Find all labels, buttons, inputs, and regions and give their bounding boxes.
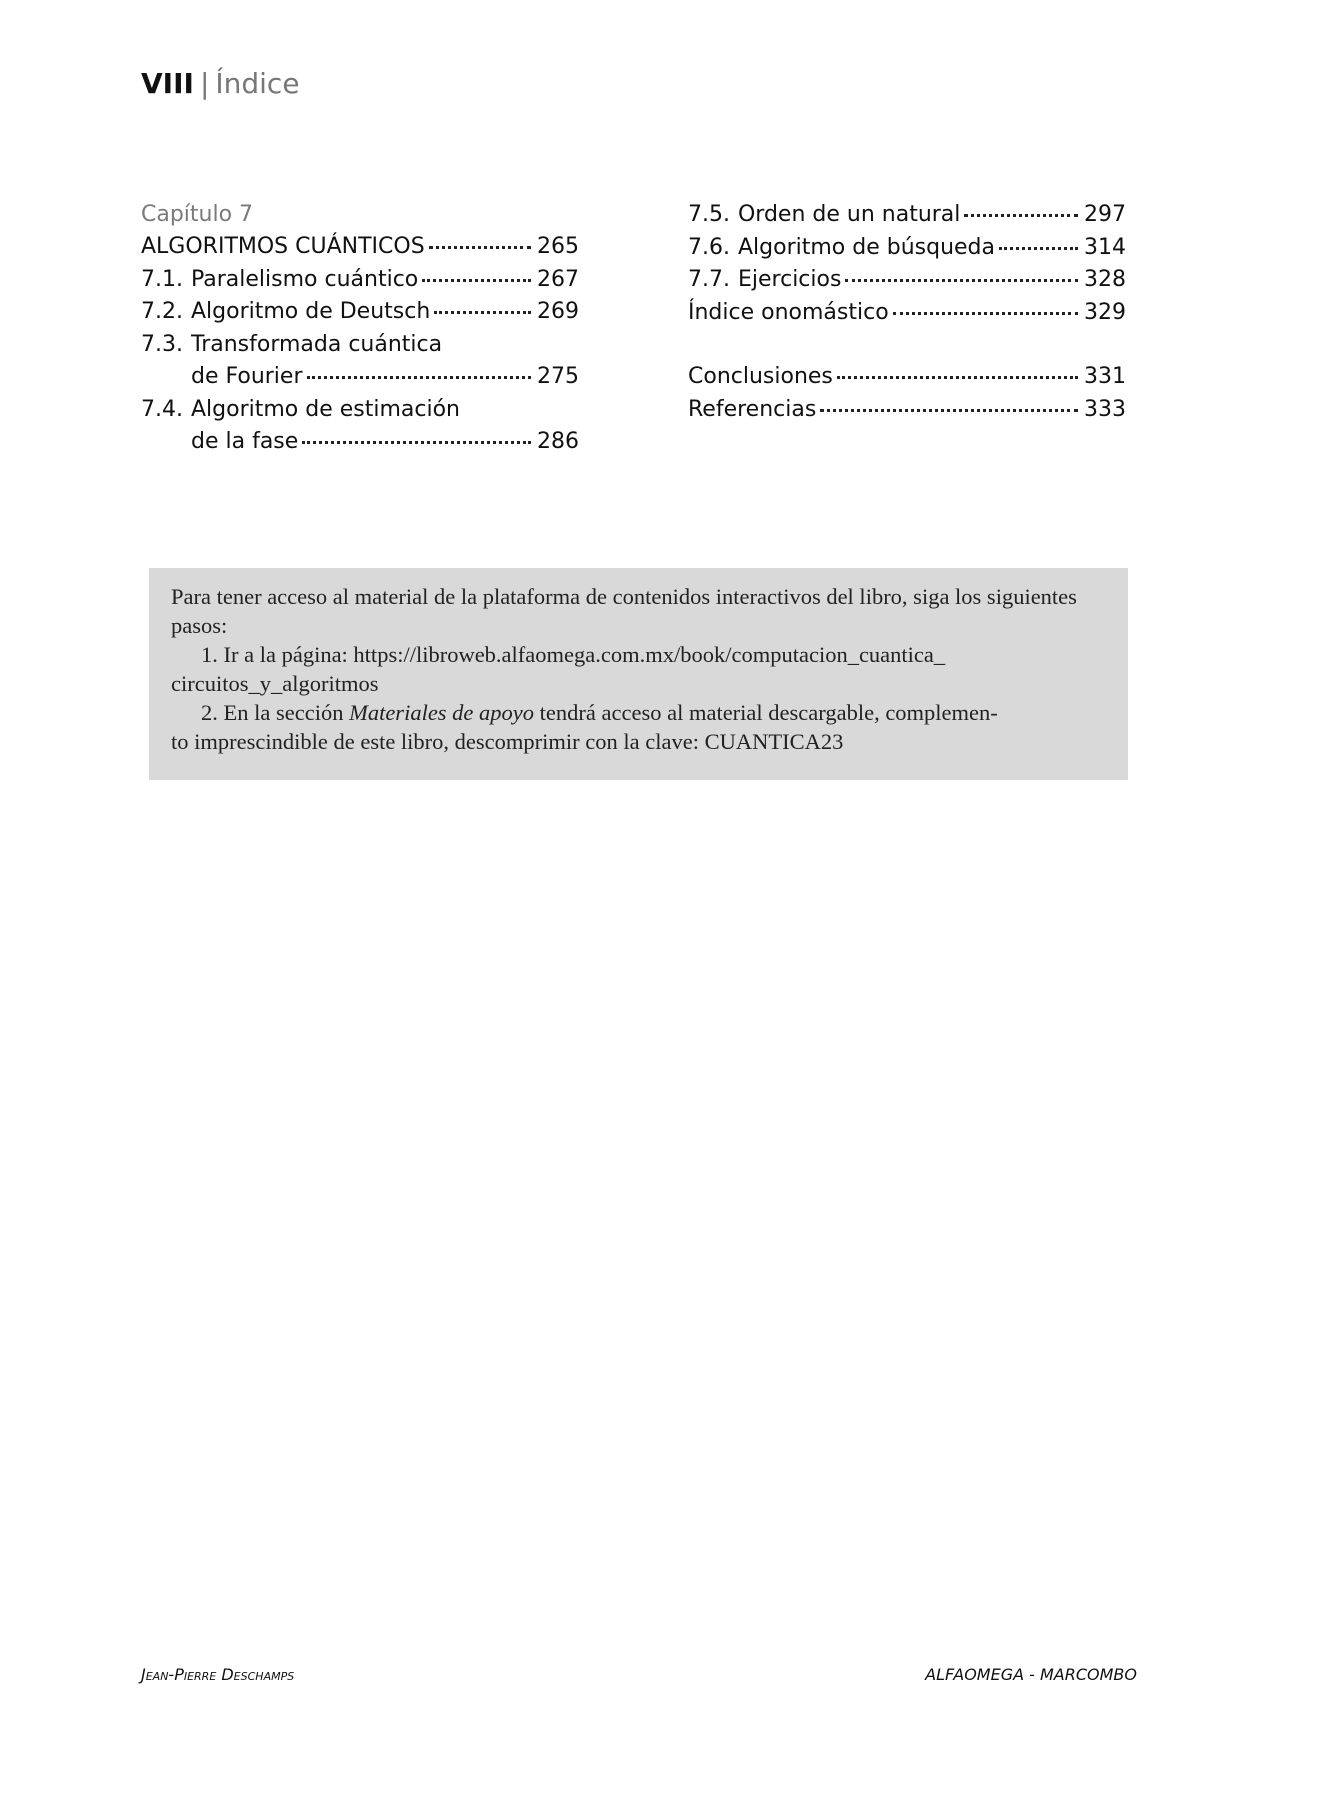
toc-entry-page: 314 xyxy=(1084,234,1126,260)
info-step-1-line1: 1. Ir a la página: https://libroweb.alfaomega.com.mx/book/computacion_cuantica_ xyxy=(201,642,946,667)
toc-entry-referencias[interactable] xyxy=(688,394,1126,427)
toc-entry-page: 297 xyxy=(1084,202,1126,227)
toc-entry-label-line1: Algoritmo de estimación xyxy=(190,396,460,422)
toc-entry-page: 269 xyxy=(537,299,579,324)
dot-leader xyxy=(307,376,531,379)
toc-entry-label-line2: de Fourier xyxy=(191,364,303,389)
info-intro: Para tener acceso al material de la plataforma de contenidos interactivos del libro, siga los siguientes pasos: xyxy=(171,584,1077,638)
toc-entry-label: Algoritmo de búsqueda xyxy=(737,234,995,260)
toc-entry-label: Índice onomástico xyxy=(688,299,889,325)
toc-entry-7-3[interactable] xyxy=(141,329,579,394)
toc-entry-number: 7.4. xyxy=(141,396,183,422)
toc-entry-7-6[interactable] xyxy=(688,232,1126,265)
dot-leader xyxy=(845,279,1078,282)
toc-entry-7-5[interactable] xyxy=(688,199,1126,232)
toc-entry-number: 7.2. xyxy=(141,299,183,324)
toc-entry-page: 286 xyxy=(537,429,579,454)
toc-entry-7-7[interactable] xyxy=(688,264,1126,297)
toc-left-column xyxy=(141,199,579,459)
toc-entry-number: 7.7. xyxy=(688,267,730,292)
dot-leader xyxy=(302,441,531,444)
toc-entry-number: 7.6. xyxy=(688,234,730,260)
access-info-box xyxy=(149,568,1128,780)
toc-entry-number: 7.5. xyxy=(688,202,730,227)
info-step-2-italic: Materiales de apoyo xyxy=(349,700,535,725)
toc-entry-7-1[interactable] xyxy=(141,264,579,297)
toc-entry-label: Ejercicios xyxy=(737,267,842,292)
info-step-2-line2: to imprescindible de este libro, descomprimir con la clave: CUANTICA23 xyxy=(171,729,844,754)
info-step-1[interactable] xyxy=(171,640,1106,669)
toc-entry-indice-onomastico[interactable] xyxy=(688,297,1126,330)
toc-entry-label: Paralelismo cuántico xyxy=(190,266,419,292)
toc-entry-page: 265 xyxy=(537,234,579,259)
chapter-label: Capítulo 7 xyxy=(141,202,254,227)
footer-publisher xyxy=(925,1664,1137,1686)
toc-entry-page: 275 xyxy=(537,364,579,389)
dot-leader xyxy=(434,311,531,314)
toc-entry-page: 328 xyxy=(1084,267,1126,292)
header-title: Índice xyxy=(215,67,300,100)
toc-entry-number: 7.1. xyxy=(141,266,183,292)
dot-leader xyxy=(820,409,1078,412)
dot-leader xyxy=(429,246,531,249)
toc-entry-chapter-title[interactable] xyxy=(141,231,579,264)
info-step-2 xyxy=(171,698,1106,727)
toc-entry-7-2[interactable] xyxy=(141,296,579,329)
toc-entry-label: ALGORITMOS CUÁNTICOS xyxy=(141,234,425,259)
dot-leader xyxy=(422,279,531,282)
footer-author-text: Jean-Pierre Deschamps xyxy=(141,1665,295,1684)
toc-entry-7-4[interactable] xyxy=(141,394,579,459)
dot-leader xyxy=(837,376,1078,379)
spacer xyxy=(688,329,1126,361)
dot-leader xyxy=(999,247,1078,250)
footer-author xyxy=(141,1664,294,1686)
toc-entry-page: 331 xyxy=(1084,364,1126,389)
footer-publisher-text: ALFAOMEGA - MARCOMBO xyxy=(925,1665,1137,1684)
toc-entry-number: 7.3. xyxy=(141,331,183,357)
toc-entry-label: Algoritmo de Deutsch xyxy=(190,299,431,324)
info-step-2-after: tendrá acceso al material descargable, complemen- xyxy=(534,700,998,725)
page-header xyxy=(141,66,300,102)
toc-entry-label: Referencias xyxy=(688,396,817,422)
toc-entry-label-line2: de la fase xyxy=(191,429,299,454)
info-step-1-line2: circuitos_y_algoritmos xyxy=(171,671,379,696)
toc-entry-conclusiones[interactable] xyxy=(688,361,1126,394)
info-step-2-before: 2. En la sección xyxy=(201,700,350,725)
page-number: VIII xyxy=(141,67,194,100)
dot-leader xyxy=(964,214,1078,217)
toc-entry-label: Orden de un natural xyxy=(737,202,961,227)
toc-entry-label: Conclusiones xyxy=(688,364,833,389)
toc-entry-page: 267 xyxy=(537,266,579,292)
dot-leader xyxy=(893,312,1078,315)
toc-entry-label-line1: Transformada cuántica xyxy=(190,331,443,357)
toc-entry-page: 333 xyxy=(1084,396,1126,422)
toc-right-column xyxy=(688,199,1126,426)
toc-entry-page: 329 xyxy=(1084,299,1126,325)
header-separator: | xyxy=(199,67,210,100)
